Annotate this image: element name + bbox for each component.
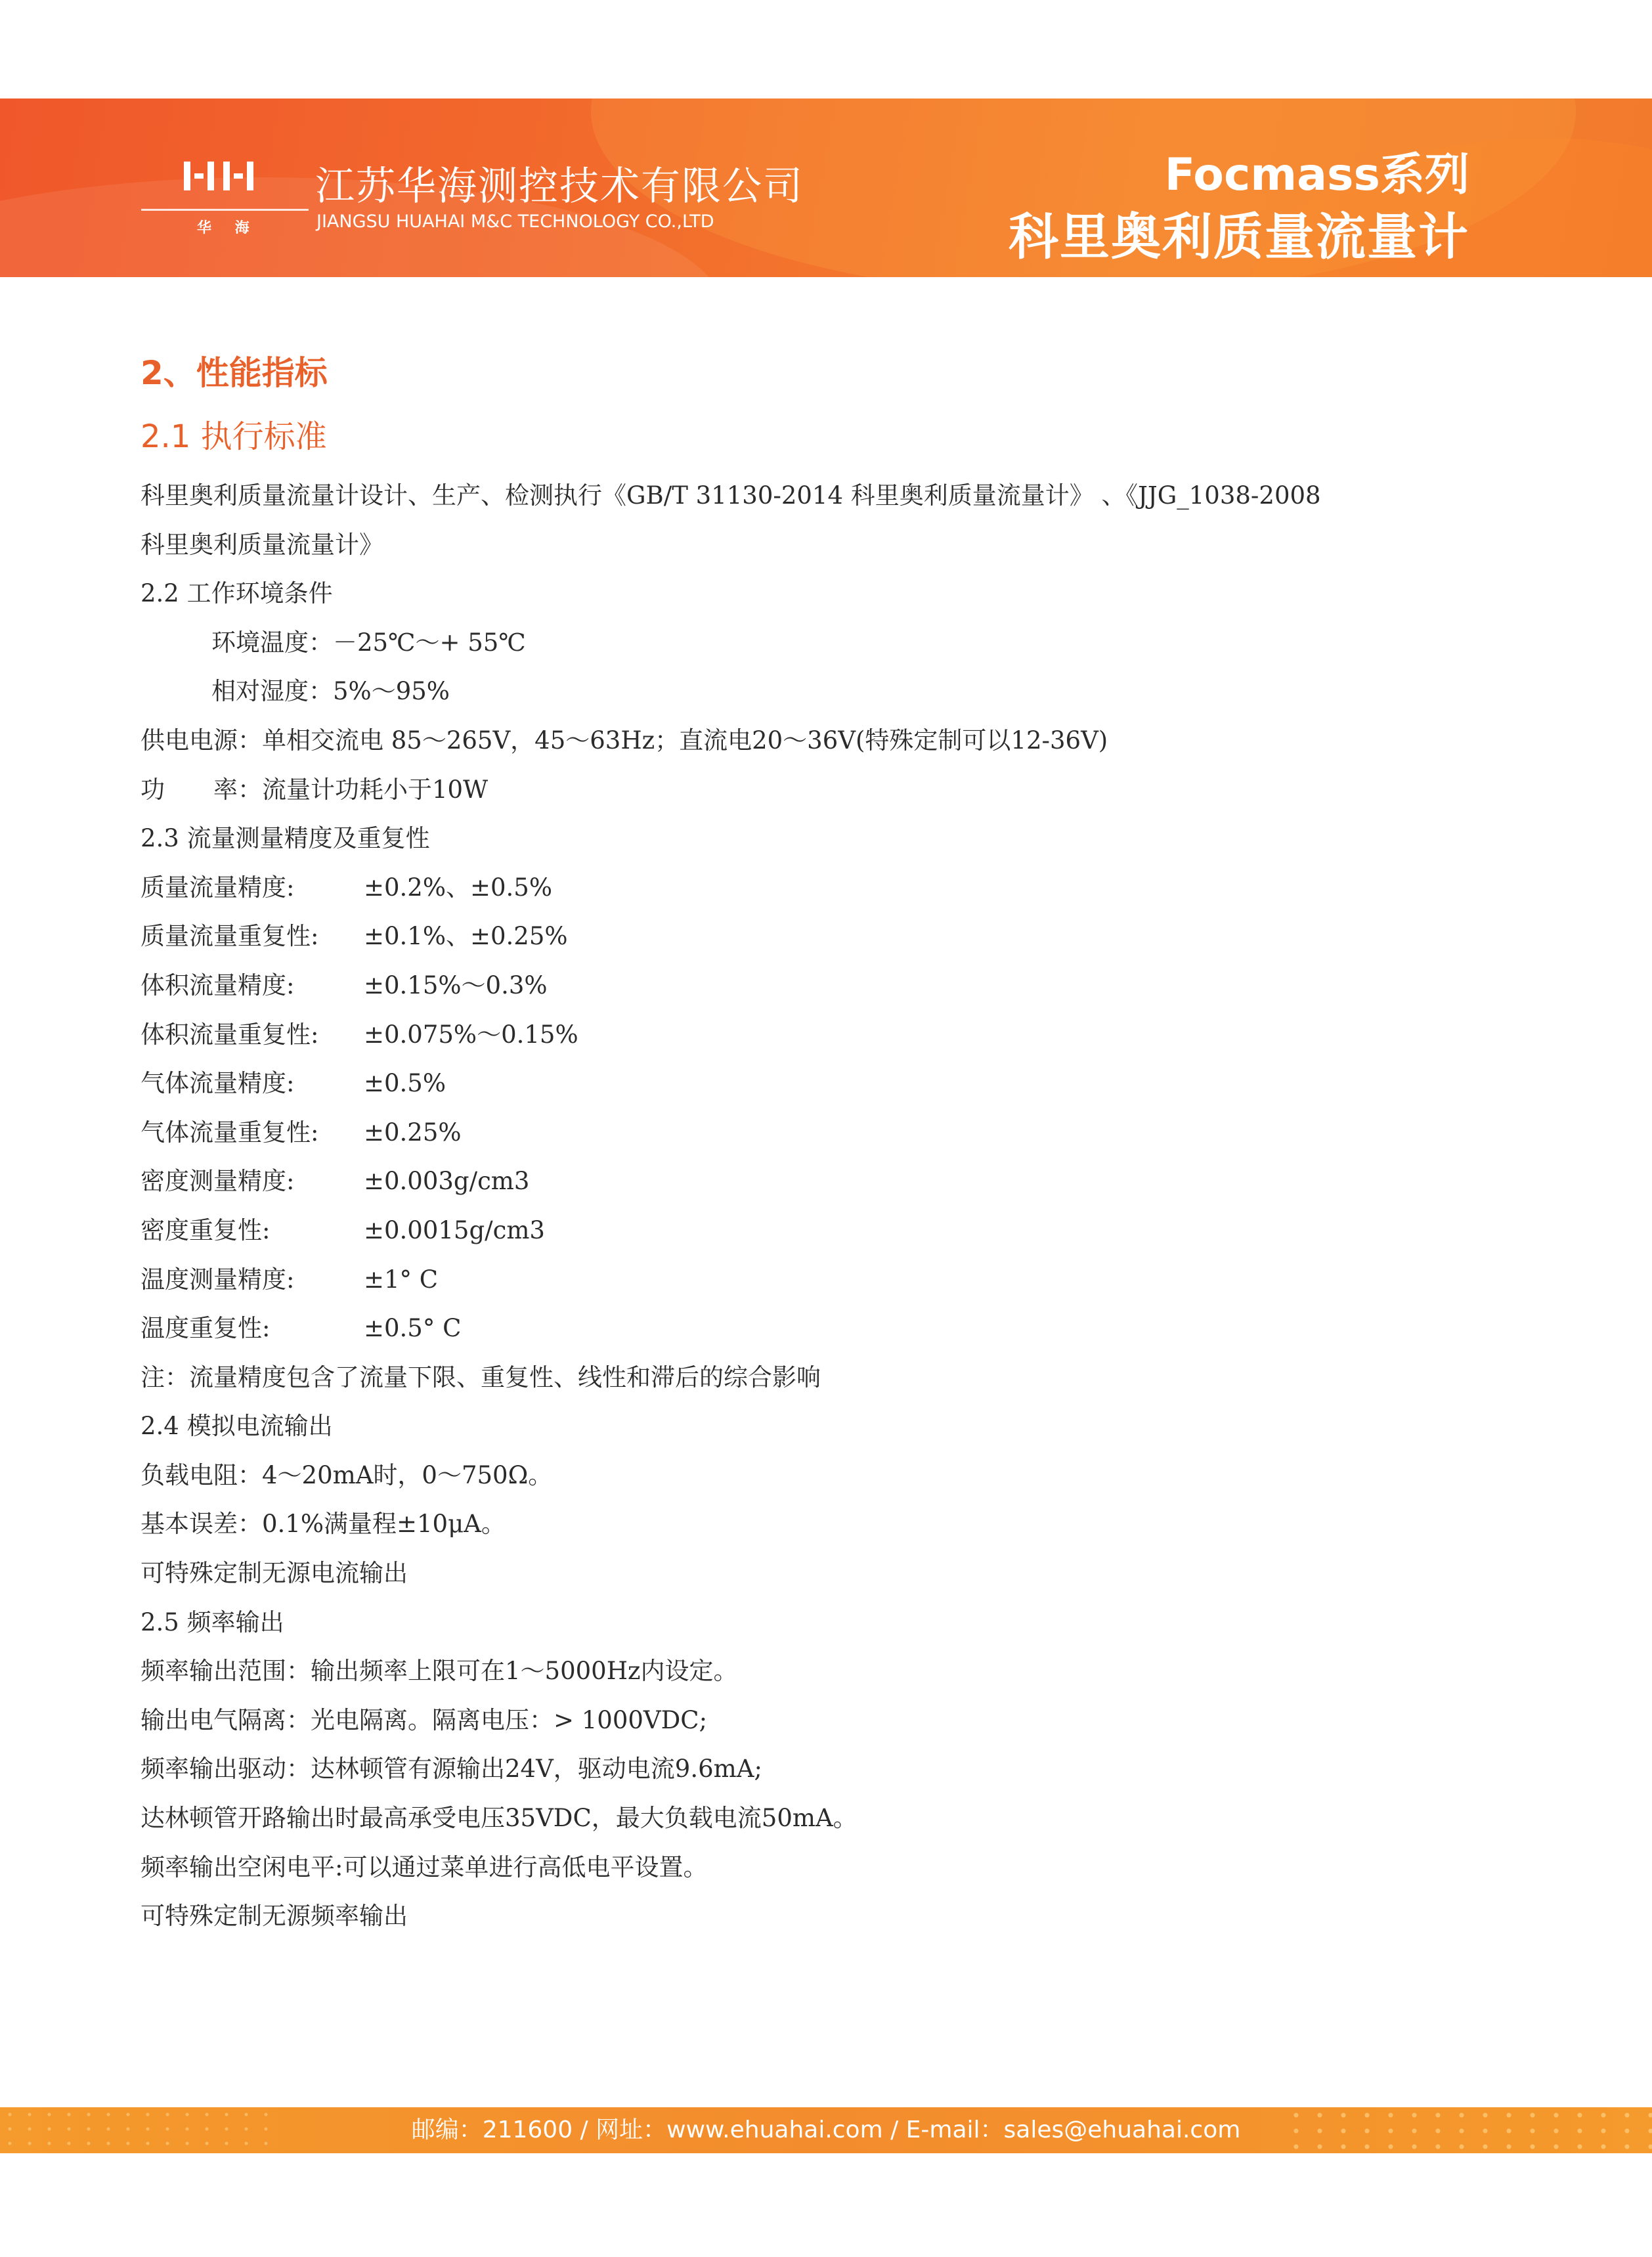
standard-line-cont: 科里奥利质量流量计》 xyxy=(141,530,383,559)
darlington-open: 达林顿管开路输出时最高承受电压35VDC，最大负载电流50mA。 xyxy=(141,1804,858,1833)
frequency-range: 频率输出范围：输出频率上限可在1～5000Hz内设定。 xyxy=(141,1657,738,1686)
series-title: Focmass系列 xyxy=(1164,149,1469,201)
spec-label: 气体流量重复性: xyxy=(141,1118,319,1147)
electrical-isolation: 输出电气隔离：光电隔离。隔离电压：> 1000VDC; xyxy=(141,1705,708,1734)
frequency-heading: 2.5 频率输出 xyxy=(141,1608,284,1636)
power-consumption: 功 率：流量计功耗小于10W xyxy=(141,775,489,804)
spec-label: 温度测量精度: xyxy=(141,1265,295,1294)
env-temperature: 环境温度：－25℃～+ 55℃ xyxy=(211,628,526,657)
load-resistance: 负载电阻：4～20mA时，0～750Ω。 xyxy=(141,1460,553,1489)
spec-value: ±1° C xyxy=(364,1265,439,1294)
logo-divider xyxy=(141,209,309,211)
spec-row xyxy=(141,912,1519,961)
spec-value: ±0.5% xyxy=(364,1069,446,1098)
subsection-title: 2.1 执行标准 xyxy=(141,418,327,455)
spec-row xyxy=(141,1011,1519,1060)
footer-contact: 邮编：211600 / 网址：www.ehuahai.com / E-mail：sales@ehuahai.com xyxy=(411,2116,1241,2143)
env-heading: 2.2 工作环境条件 xyxy=(141,579,333,608)
analog-heading: 2.4 模拟电流输出 xyxy=(141,1412,333,1441)
spec-value: ±0.5° C xyxy=(364,1314,462,1343)
spec-label: 密度重复性: xyxy=(141,1216,271,1244)
power-supply: 供电电源：单相交流电 85～265V，45～63Hz；直流电20～36V(特殊定制可以12-36V) xyxy=(141,726,1108,755)
spec-value: ±0.0015g/cm3 xyxy=(364,1216,545,1244)
company-name-cn: 江苏华海测控技术有限公司 xyxy=(315,164,804,209)
spec-row xyxy=(141,1059,1519,1108)
spec-value: ±0.003g/cm3 xyxy=(364,1167,530,1196)
spec-value: ±0.1%、±0.25% xyxy=(364,922,568,951)
idle-level: 频率输出空闲电平:可以通过菜单进行高低电平设置。 xyxy=(141,1852,708,1881)
product-title: 科里奥利质量流量计 xyxy=(1009,208,1469,266)
standard-line: 科里奥利质量流量计设计、生产、检测执行《GB/T 31130-2014 科里奥利质量流量计》 、《JJG_1038-2008 xyxy=(141,481,1321,510)
spec-row xyxy=(141,1108,1519,1158)
env-humidity: 相对湿度：5%～95% xyxy=(211,677,450,706)
spec-label: 温度重复性: xyxy=(141,1314,271,1343)
spec-label: 质量流量精度: xyxy=(141,873,295,902)
footer-banner xyxy=(0,2107,1652,2153)
accuracy-note: 注：流量精度包含了流量下限、重复性、线性和滞后的综合影响 xyxy=(141,1363,821,1391)
huahai-logo-icon xyxy=(184,159,269,193)
basic-error: 基本误差：0.1%满量程±10μA。 xyxy=(141,1510,506,1539)
spec-value: ±0.075%～0.15% xyxy=(364,1020,578,1049)
passive-frequency-note: 可特殊定制无源频率输出 xyxy=(141,1902,408,1931)
section-title: 2、性能指标 xyxy=(141,354,328,392)
spec-label: 体积流量重复性: xyxy=(141,1020,319,1049)
spec-label: 质量流量重复性: xyxy=(141,922,319,951)
spec-value: ±0.15%～0.3% xyxy=(364,971,548,999)
spec-row xyxy=(141,1256,1519,1305)
accuracy-heading: 2.3 流量测量精度及重复性 xyxy=(141,824,430,853)
spec-row xyxy=(141,864,1519,913)
spec-value: ±0.25% xyxy=(364,1118,462,1147)
spec-content xyxy=(141,471,1519,1941)
spec-label: 气体流量精度: xyxy=(141,1069,295,1098)
spec-label: 密度测量精度: xyxy=(141,1167,295,1196)
spec-row xyxy=(141,961,1519,1011)
spec-value: ±0.2%、±0.5% xyxy=(364,873,553,902)
spec-row xyxy=(141,1157,1519,1206)
spec-label: 体积流量精度: xyxy=(141,971,295,999)
logo-text: 华 海 xyxy=(197,220,259,236)
company-name-en: JIANGSU HUAHAI M&C TECHNOLOGY CO.,LTD xyxy=(316,211,714,232)
header-banner xyxy=(0,99,1652,277)
passive-current-note: 可特殊定制无源电流输出 xyxy=(141,1559,408,1588)
frequency-drive: 频率输出驱动：达林顿管有源输出24V，驱动电流9.6mA; xyxy=(141,1755,762,1784)
spec-row xyxy=(141,1304,1519,1353)
spec-row xyxy=(141,1206,1519,1256)
